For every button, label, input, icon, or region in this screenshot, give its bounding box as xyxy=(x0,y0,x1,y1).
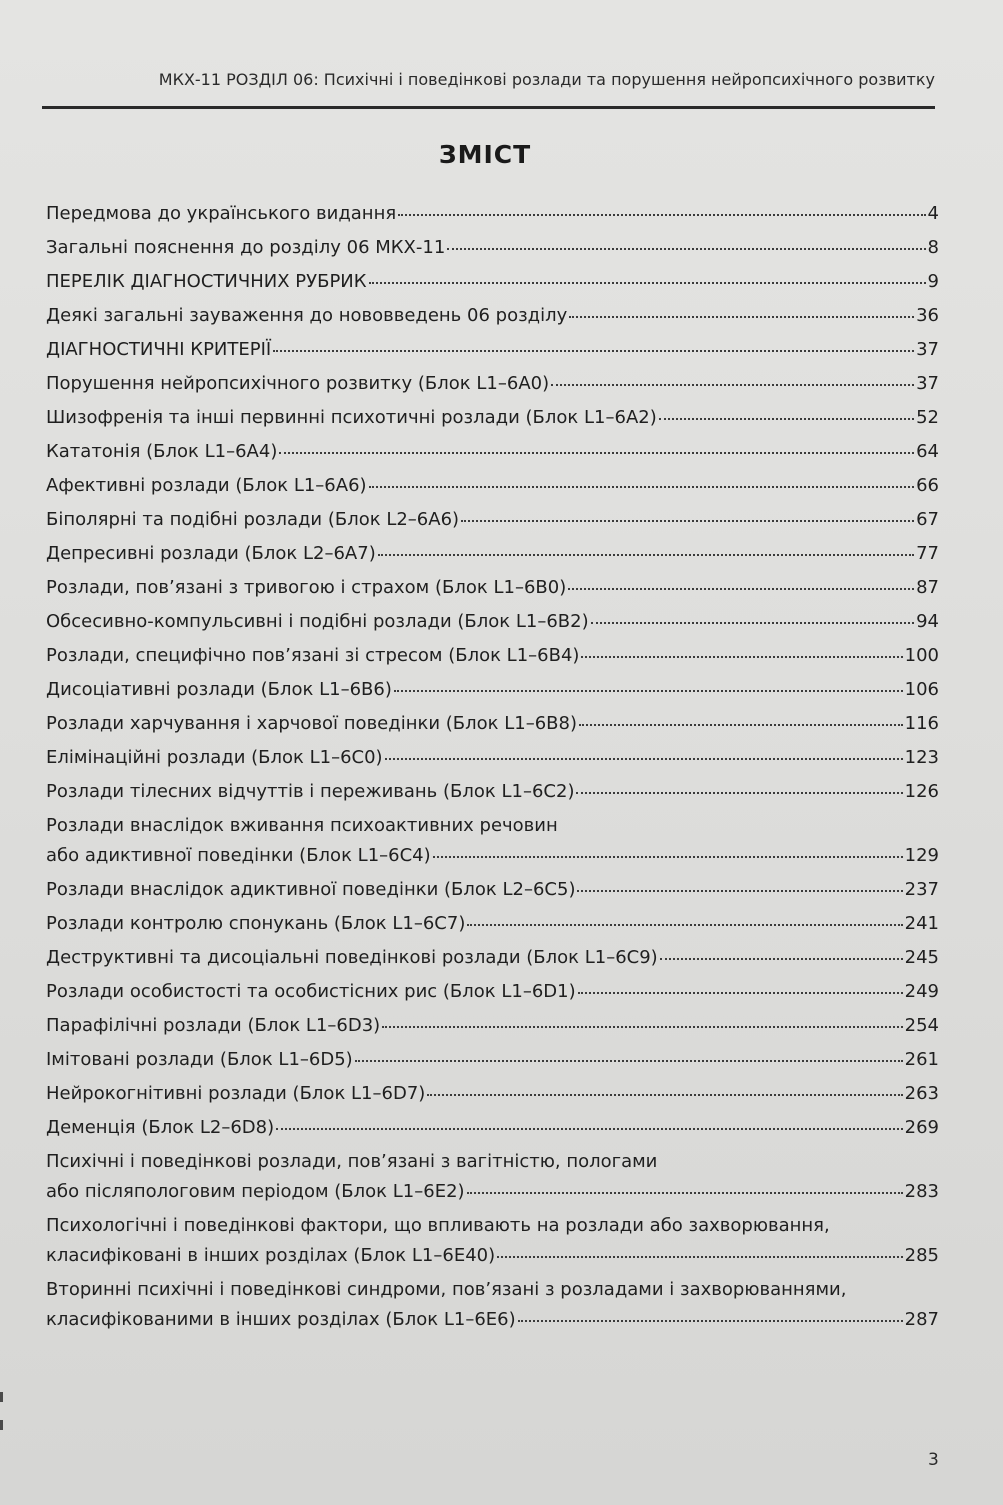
toc-page-number: 64 xyxy=(916,441,939,462)
toc-page-number: 249 xyxy=(904,981,939,1002)
toc-entry xyxy=(46,611,939,633)
dot-leader xyxy=(385,758,903,760)
toc-entry-title: Кататонія (Блок L1–6A4) xyxy=(46,441,278,462)
toc-entry xyxy=(46,1117,939,1139)
toc-page-number: 285 xyxy=(904,1245,939,1266)
toc-page-number: 8 xyxy=(927,237,939,258)
dot-leader xyxy=(433,856,903,858)
toc-entry-title: Імітовані розлади (Блок L1–6D5) xyxy=(46,1049,353,1070)
dot-leader xyxy=(581,656,902,658)
toc-page-number: 129 xyxy=(904,845,939,866)
toc-entry-title: Дисоціативні розлади (Блок L1–6B6) xyxy=(46,679,392,700)
toc-entry-title: Шизофренія та інші первинні психотичні розлади (Блок L1–6A2) xyxy=(46,407,657,428)
dot-leader xyxy=(427,1094,902,1096)
toc-entry-title: Розлади внаслідок вживання психоактивних речовин xyxy=(46,815,558,836)
toc-page-number: 37 xyxy=(916,373,939,394)
dot-leader xyxy=(369,282,926,284)
toc-entry xyxy=(46,981,939,1003)
toc-page-number: 9 xyxy=(927,271,939,292)
toc-entry-title: Біполярні та подібні розлади (Блок L2–6A6) xyxy=(46,509,460,530)
toc-entry xyxy=(46,271,939,293)
dot-leader xyxy=(659,418,914,420)
toc-entry-title: Порушення нейропсихічного розвитку (Блок L1–6A0) xyxy=(46,373,550,394)
toc-entry-title-continued: класифікованими в інших розділах (Блок L1–6E6) xyxy=(46,1309,516,1330)
toc-entry-title: ДІАГНОСТИЧНІ КРИТЕРІЇ xyxy=(46,339,272,360)
toc-entry xyxy=(46,373,939,395)
toc-entry-title: Розлади внаслідок адиктивної поведінки (Блок L2–6C5) xyxy=(46,879,576,900)
toc-entry xyxy=(46,1015,939,1037)
table-of-contents xyxy=(46,203,939,1343)
dot-leader xyxy=(355,1060,903,1062)
toc-entry-title: Психологічні і поведінкові фактори, що впливають на розлади або захворювання, xyxy=(46,1215,830,1236)
toc-entry xyxy=(46,747,939,769)
dot-leader xyxy=(467,1192,903,1194)
toc-entry xyxy=(46,237,939,259)
dot-leader xyxy=(461,520,914,522)
toc-entry xyxy=(46,947,939,969)
toc-entry xyxy=(46,1151,939,1203)
toc-entry-title: Розлади харчування і харчової поведінки (Блок L1–6B8) xyxy=(46,713,577,734)
toc-page-number: 52 xyxy=(916,407,939,428)
toc-entry xyxy=(46,913,939,935)
dot-leader xyxy=(378,554,914,556)
page-number: 3 xyxy=(928,1450,939,1470)
toc-entry xyxy=(46,305,939,327)
toc-entry xyxy=(46,1083,939,1105)
dot-leader xyxy=(497,1256,903,1258)
dot-leader xyxy=(276,1128,903,1130)
toc-entry-title: Елімінаційні розлади (Блок L1–6C0) xyxy=(46,747,383,768)
toc-page-number: 37 xyxy=(916,339,939,360)
toc-entry xyxy=(46,713,939,735)
toc-entry-title-continued: класифіковані в інших розділах (Блок L1–6E40) xyxy=(46,1245,496,1266)
dot-leader xyxy=(551,384,914,386)
toc-entry xyxy=(46,679,939,701)
dot-leader xyxy=(398,214,925,216)
toc-entry xyxy=(46,339,939,361)
toc-page-number: 67 xyxy=(916,509,939,530)
dot-leader xyxy=(273,350,914,352)
toc-page-number: 241 xyxy=(904,913,939,934)
toc-page-number: 100 xyxy=(904,645,939,666)
toc-entry xyxy=(46,815,939,867)
toc-page-number: 263 xyxy=(904,1083,939,1104)
toc-entry-title: Розлади, специфічно пов’язані зі стресом (Блок L1–6B4) xyxy=(46,645,580,666)
toc-page-number: 116 xyxy=(904,713,939,734)
toc-entry-title: Передмова до українського видання xyxy=(46,203,397,224)
dot-leader xyxy=(591,622,914,624)
toc-entry-title: Вторинні психічні і поведінкові синдроми, пов’язані з розладами і захворюваннями, xyxy=(46,1279,847,1300)
toc-entry xyxy=(46,543,939,565)
toc-entry-title: Обсесивно-компульсивні і подібні розлади (Блок L1–6B2) xyxy=(46,611,589,632)
toc-page-number: 123 xyxy=(904,747,939,768)
dot-leader xyxy=(660,958,903,960)
toc-entry xyxy=(46,781,939,803)
toc-page-number: 4 xyxy=(927,203,939,224)
toc-entry-title-continued: або адиктивної поведінки (Блок L1–6C4) xyxy=(46,845,431,866)
dot-leader xyxy=(568,588,914,590)
toc-entry-title: Психічні і поведінкові розлади, пов’язані з вагітністю, пологами xyxy=(46,1151,658,1172)
page-title: ЗМІСТ xyxy=(438,140,532,169)
dot-leader xyxy=(467,924,902,926)
toc-entry-title: Розлади особистості та особистісних рис (Блок L1–6D1) xyxy=(46,981,576,1002)
toc-entry-title: Загальні пояснення до розділу 06 МКХ-11 xyxy=(46,237,446,258)
toc-entry xyxy=(46,645,939,667)
dot-leader xyxy=(518,1320,903,1322)
dot-leader xyxy=(369,486,915,488)
toc-entry xyxy=(46,475,939,497)
page-edge-mark xyxy=(0,1420,3,1430)
dot-leader xyxy=(577,890,902,892)
toc-entry xyxy=(46,509,939,531)
dot-leader xyxy=(279,452,914,454)
toc-entry xyxy=(46,577,939,599)
toc-page-number: 66 xyxy=(916,475,939,496)
toc-entry-title: Афективні розлади (Блок L1–6A6) xyxy=(46,475,367,496)
dot-leader xyxy=(382,1026,902,1028)
toc-page-number: 87 xyxy=(916,577,939,598)
toc-entry xyxy=(46,441,939,463)
header-rule xyxy=(42,106,935,109)
toc-entry xyxy=(46,407,939,429)
toc-page-number: 106 xyxy=(904,679,939,700)
toc-entry-title: Розлади, пов’язані з тривогою і страхом (Блок L1–6B0) xyxy=(46,577,567,598)
toc-page-number: 254 xyxy=(904,1015,939,1036)
toc-entry xyxy=(46,203,939,225)
page-edge-mark xyxy=(0,1392,3,1402)
toc-page-number: 77 xyxy=(916,543,939,564)
toc-entry-title: Нейрокогнітивні розлади (Блок L1–6D7) xyxy=(46,1083,426,1104)
toc-entry-title: Деякі загальні зауваження до нововведень 06 розділу xyxy=(46,305,568,326)
toc-entry xyxy=(46,879,939,901)
dot-leader xyxy=(447,248,925,250)
toc-entry xyxy=(46,1049,939,1071)
dot-leader xyxy=(394,690,903,692)
toc-entry-title-continued: або післяпологовим періодом (Блок L1–6E2) xyxy=(46,1181,465,1202)
toc-entry-title: Розлади контролю спонукань (Блок L1–6C7) xyxy=(46,913,466,934)
toc-page-number: 36 xyxy=(916,305,939,326)
dot-leader xyxy=(579,724,903,726)
toc-page-number: 94 xyxy=(916,611,939,632)
toc-page-number: 261 xyxy=(904,1049,939,1070)
toc-page-number: 283 xyxy=(904,1181,939,1202)
toc-entry-title: Деменція (Блок L2–6D8) xyxy=(46,1117,275,1138)
dot-leader xyxy=(569,316,914,318)
toc-entry xyxy=(46,1279,939,1331)
toc-page-number: 237 xyxy=(904,879,939,900)
toc-page-number: 269 xyxy=(904,1117,939,1138)
toc-entry-title: Розлади тілесних відчуттів і переживань (Блок L1–6C2) xyxy=(46,781,575,802)
toc-entry-title: Депресивні розлади (Блок L2–6A7) xyxy=(46,543,376,564)
toc-page-number: 245 xyxy=(904,947,939,968)
dot-leader xyxy=(576,792,902,794)
toc-entry xyxy=(46,1215,939,1267)
toc-entry-title: Деструктивні та дисоціальні поведінкові розлади (Блок L1–6C9) xyxy=(46,947,658,968)
running-head: МКХ-11 РОЗДІЛ 06: Психічні і поведінкові розлади та порушення нейропсихічного розвитку xyxy=(158,70,935,89)
toc-entry-title: ПЕРЕЛІК ДІАГНОСТИЧНИХ РУБРИК xyxy=(46,271,367,292)
toc-entry-title: Парафілічні розлади (Блок L1–6D3) xyxy=(46,1015,381,1036)
toc-page-number: 287 xyxy=(904,1309,939,1330)
toc-page-number: 126 xyxy=(904,781,939,802)
dot-leader xyxy=(578,992,903,994)
